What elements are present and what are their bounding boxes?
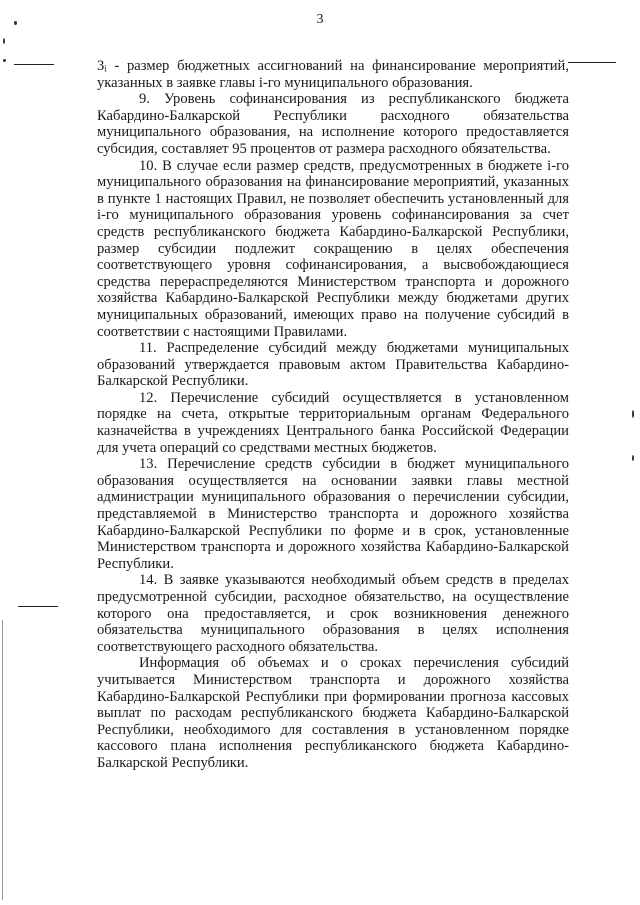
paragraph-11: 11. Распределение субсидий между бюджетами муниципальных образований утверждается правовым актом Правительства Кабардино-Балкарской Республики.	[97, 340, 569, 390]
scan-speck	[14, 21, 17, 25]
scan-speck	[632, 410, 634, 418]
paragraph-information: Информация об объемах и о сроках перечисления субсидий учитывается Министерством транспорта и дорожного хозяйства Кабардино-Балкарской Республики при формировании прогноза кассовых выплат по расходам республиканского бюджета Кабардино-Балкарской Республики, необходимого для составления в установленном порядке кассового плана исполнения республиканского бюджета Кабардино-Балкарской Республики.	[97, 655, 569, 771]
paragraph-13: 13. Перечисление средств субсидии в бюджет муниципального образования осуществляется на основании заявки главы местной администрации муниципального образования о перечислении субсидии, представляемой в Министерство транспорта и дорожного хозяйства Кабардино-Балкарской Республики по форме и в срок, установленные Министерством транспорта и дорожного хозяйства Кабардино-Балкарской Республики.	[97, 456, 569, 572]
scan-speck	[3, 38, 5, 44]
paragraph-8-continuation: 3ᵢ - размер бюджетных ассигнований на финансирование мероприятий, указанных в заявке главы i-го муниципального образования.	[97, 58, 569, 91]
paragraph-10: 10. В случае если размер средств, предусмотренных в бюджете i-го муниципального образования на финансирование мероприятий, указанных в пункте 1 настоящих Правил, не позволяет обеспечить установленный для i-го муниципального образования уровень софинансирования за счет средств республиканского бюджета Кабардино-Балкарской Республики, размер субсидии подлежит сокращению в целях обеспечения соответствующего уровня софинансирования, а высвобождающиеся средства перераспределяются Министерством транспорта и дорожного хозяйства Кабардино-Балкарской Республики между бюджетами других муниципальных образований, имеющих право на получение субсидий в соответствии с настоящими Правилами.	[97, 157, 569, 340]
scan-rule-left	[18, 606, 58, 607]
paragraph-12: 12. Перечисление субсидий осуществляется в установленном порядке на счета, открытые территориальным органам Федерального казначейства в учреждениях Центрального банка Российской Федерации для учета операций со средствами местных бюджетов.	[97, 389, 569, 456]
scan-edge-line	[2, 620, 3, 900]
scan-speck	[632, 455, 634, 461]
paragraph-9: 9. Уровень софинансирования из республиканского бюджета Кабардино-Балкарской Республики расходного обязательства муниципального образования, на исполнение которого предоставляется субсидия, составляет 95 процентов от размера расходного обязательства.	[97, 91, 569, 157]
document-body	[97, 58, 569, 772]
scan-speck	[3, 59, 6, 62]
paragraph-14: 14. В заявке указываются необходимый объем средств в пределах предусмотренной субсидии, расходное обязательство, на осуществление которого она предоставляется, и срок возникновения денежного обязательства муниципального образования в целях исполнения соответствующего расходного обязательства.	[97, 572, 569, 655]
scan-rule-top-right	[568, 62, 616, 63]
page-number: 3	[316, 12, 324, 27]
scan-rule-top	[14, 64, 54, 65]
